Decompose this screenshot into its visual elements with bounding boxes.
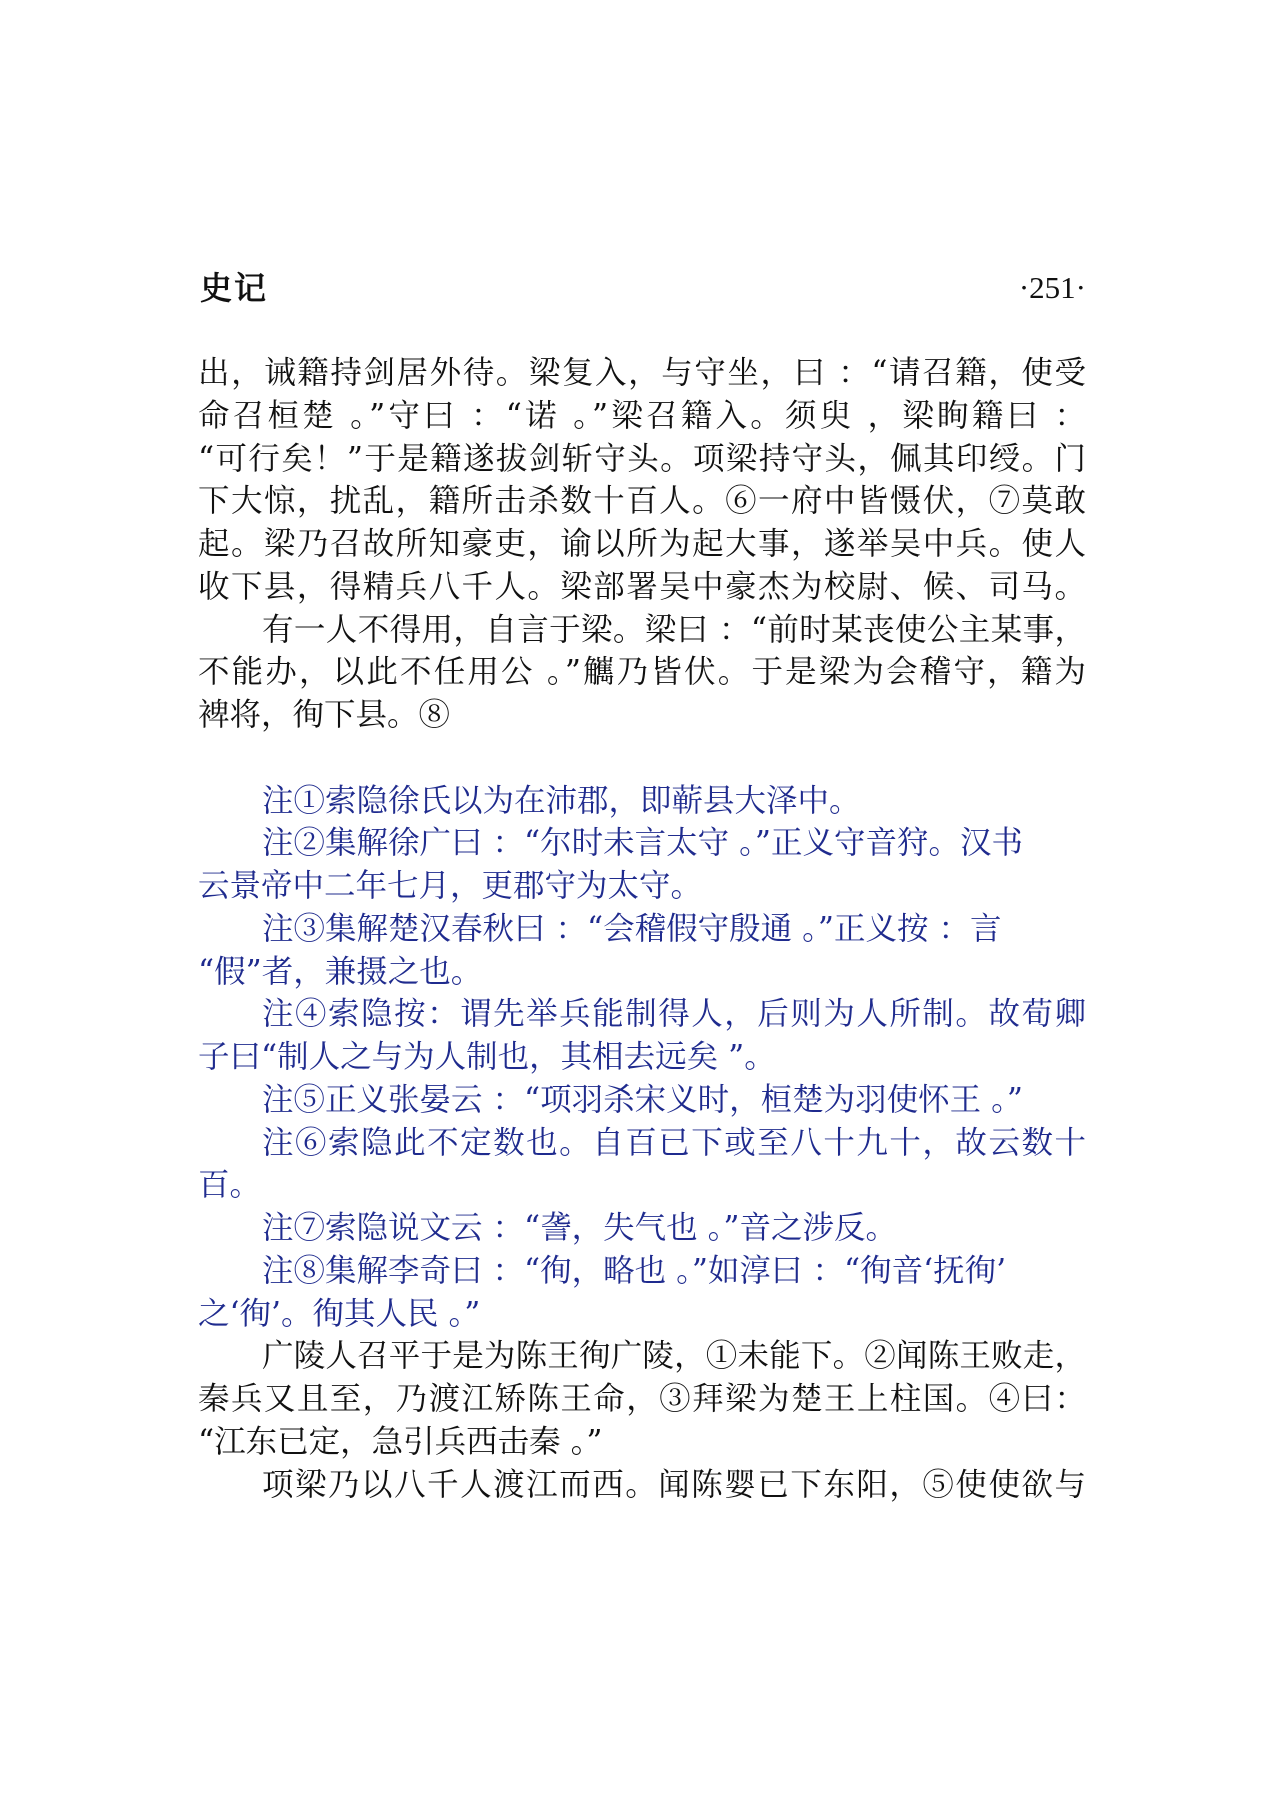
text-line: “可行矣！”于是籍遂拔剑斩守头。项梁持守头，佩其印绶。门 [198, 440, 1086, 477]
text-line: 裨将，徇下县。⑧ [198, 697, 451, 733]
note [198, 1122, 1086, 1208]
note-line: 注⑤正义张晏云 ：“项羽杀宋义时，桓楚为羽使怀王 。” [262, 1081, 1023, 1118]
text-line: 收下县，得精兵八千人。梁部署吴中豪杰为校尉、候、司马。 [198, 568, 1086, 605]
paragraph [198, 352, 1086, 609]
page-body [198, 352, 1086, 1506]
note-line: 子曰“制人之与为人制也，其相去远矣 ”。 [198, 1039, 776, 1075]
text-line: 有一人不得用，自言于梁。梁曰 ：“前时某丧使公主某事， [262, 611, 1086, 648]
note [198, 908, 1086, 994]
note-line: 注⑧集解李奇曰 ：“徇，略也 。”如淳曰 ：“徇音‘抚徇’ [262, 1252, 1007, 1289]
paragraph [198, 609, 1086, 737]
blank-line [198, 737, 1086, 780]
paragraph [198, 1335, 1086, 1463]
note-line: 百。 [198, 1167, 262, 1204]
note-line: 注②集解徐广曰 ：“尔时未言太守 。”正义守音狩。汉书 [262, 825, 1023, 862]
text-line: 项梁乃以八千人渡江而西。闻陈婴已下东阳，⑤使使欲与 [262, 1466, 1086, 1503]
text-line: 起。梁乃召故所知豪吏，谕以所为起大事，遂举吴中兵。使人 [198, 526, 1086, 562]
running-head [200, 270, 1086, 306]
text-line: 广陵人召平于是为陈王徇广陵，①未能下。②闻陈王败走， [262, 1338, 1086, 1375]
page-number: ·251· [1018, 270, 1086, 305]
note [198, 1207, 1086, 1250]
text-line: 下大惊，扰乱，籍所击杀数十百人。⑥一府中皆慑伏，⑦莫敢 [198, 483, 1086, 520]
note [198, 993, 1086, 1079]
note-line: 注①索隐徐氏以为在沛郡，即蕲县大泽中。 [262, 782, 861, 819]
note [198, 1250, 1086, 1336]
text-line: 不能办，以此不任用公 。”觽乃皆伏。于是梁为会稽守，籍为 [198, 654, 1086, 691]
running-head-title: 史记 [200, 269, 269, 307]
note-line: 注⑥索隐此不定数也。自百已下或至八十九十，故云数十 [262, 1124, 1086, 1161]
text-line: 出，诫籍持剑居外待。梁复入，与守坐，曰 ：“请召籍，使受 [198, 355, 1086, 391]
note-line: 注④索隐按：谓先举兵能制得人，后则为人所制。故荀卿 [262, 996, 1086, 1033]
paragraph [198, 1464, 1086, 1507]
note [198, 1079, 1086, 1122]
note-line: 注⑦索隐说文云 ：“詟，失气也 。”音之涉反。 [262, 1210, 897, 1246]
note-line: “假”者，兼摄之也。 [198, 953, 483, 990]
text-line: “江东已定，急引兵西击秦 。” [198, 1423, 603, 1460]
note-line: 云景帝中二年七月，更郡守为太守。 [198, 868, 703, 904]
note [198, 822, 1086, 908]
text-line: 秦兵又且至，乃渡江矫陈王命，③拜梁为楚王上柱国。④曰： [198, 1381, 1086, 1417]
text-line: 命召桓楚 。”守曰 ：“诺 。”梁召籍入。须臾 ，梁眴籍曰 ： [198, 397, 1086, 434]
note-line: 注③集解楚汉春秋曰 ：“会稽假守殷通 。”正义按 ：言 [262, 910, 1002, 947]
note-line: 之‘徇’。徇其人民 。” [198, 1295, 481, 1332]
note [198, 780, 1086, 823]
notes-section [198, 780, 1086, 1336]
